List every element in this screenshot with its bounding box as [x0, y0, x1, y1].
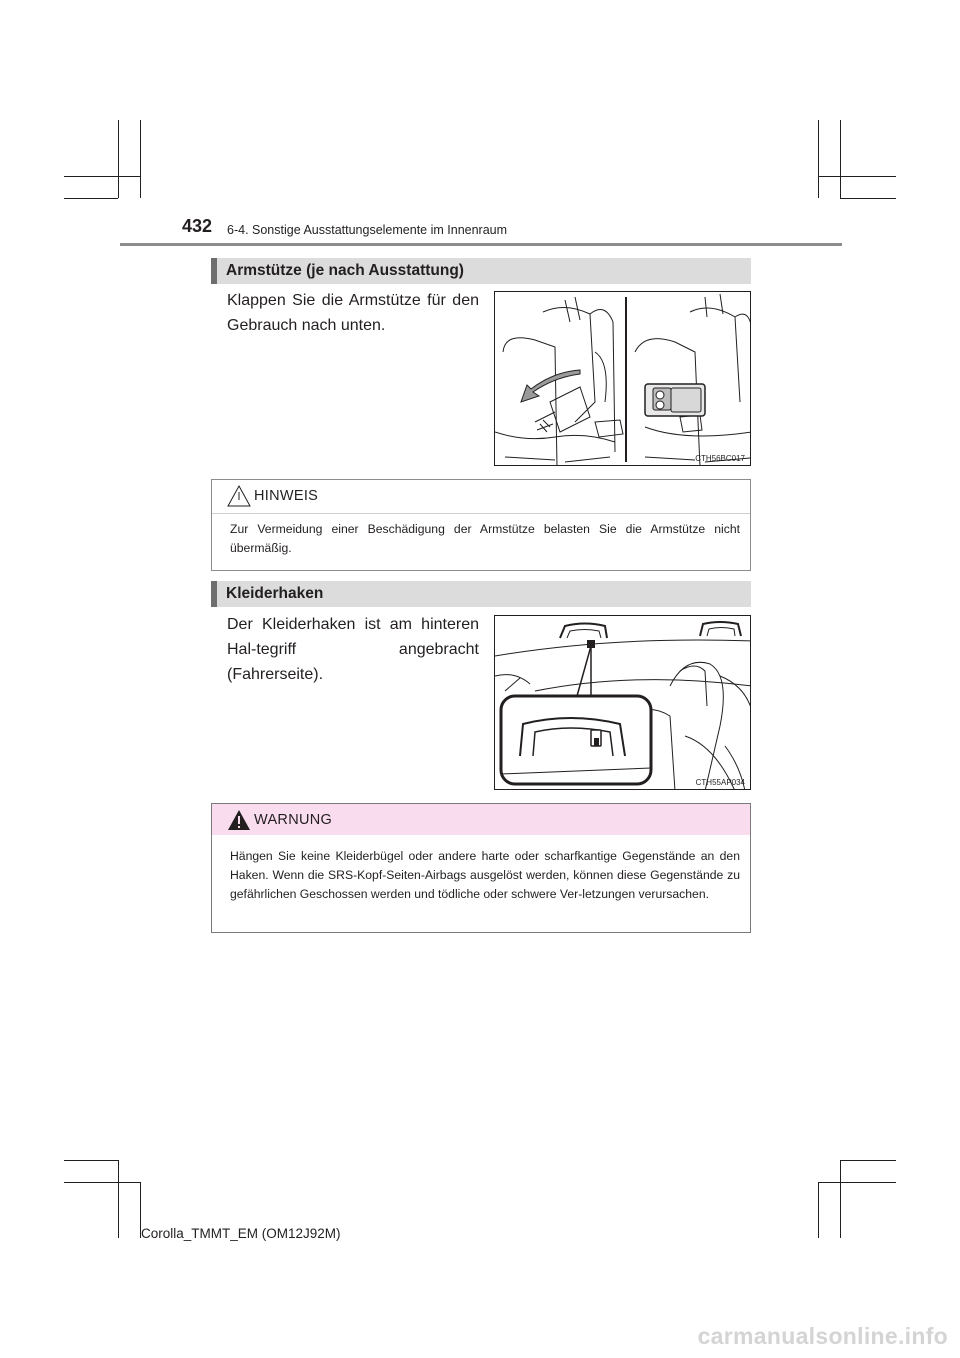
warning-box	[211, 803, 751, 933]
chapter-title: 6-4. Sonstige Ausstattungselemente im Innenraum	[227, 223, 508, 237]
armrest-figure	[494, 291, 751, 466]
footer-document-id: Corolla_TMMT_EM (OM12J92M)	[141, 1226, 341, 1241]
hook-illustration	[495, 616, 751, 790]
notice-divider	[212, 513, 750, 514]
page-number: 432	[182, 216, 213, 236]
header-rule	[120, 243, 842, 246]
hook-figure	[494, 615, 751, 790]
section-header-hook	[211, 581, 751, 607]
notice-title: HINWEIS	[254, 488, 319, 504]
section-header-armrest	[211, 258, 751, 284]
section-title-hook: Kleiderhaken	[226, 585, 324, 602]
figure-code-hook: CTH55AP034	[695, 778, 745, 787]
warning-title: WARNUNG	[254, 812, 333, 828]
armrest-instruction: Klappen Sie die Armstütze für den Gebrauch nach unten.	[227, 292, 479, 334]
warning-text: Hängen Sie keine Kleiderbügel oder andere harte oder scharfkantige Gegenstände an den Haken. Wenn die SRS-Kopf-Seiten-Airbags ausgelöst werden, können diese Gegenstände zu gefährlichen Geschossen werden und tödliche oder schwere Ver-letzungen verursachen.	[230, 849, 740, 901]
notice-text: Zur Vermeidung einer Beschädigung der Armstütze belasten Sie die Armstütze nicht übermäßig.	[230, 522, 740, 555]
armrest-illustration	[495, 292, 751, 466]
notice-box	[211, 479, 751, 571]
warning-triangle-icon	[226, 808, 252, 832]
caution-triangle-icon	[226, 484, 252, 508]
section-title-armrest: Armstütze (je nach Ausstattung)	[226, 262, 464, 279]
figure-code-armrest: CTH56BC017	[695, 454, 745, 463]
watermark: carmanualsonline.info	[697, 1323, 948, 1349]
hook-instruction: Der Kleiderhaken ist am hinteren Hal-tegriff angebracht (Fahrerseite).	[227, 616, 479, 683]
